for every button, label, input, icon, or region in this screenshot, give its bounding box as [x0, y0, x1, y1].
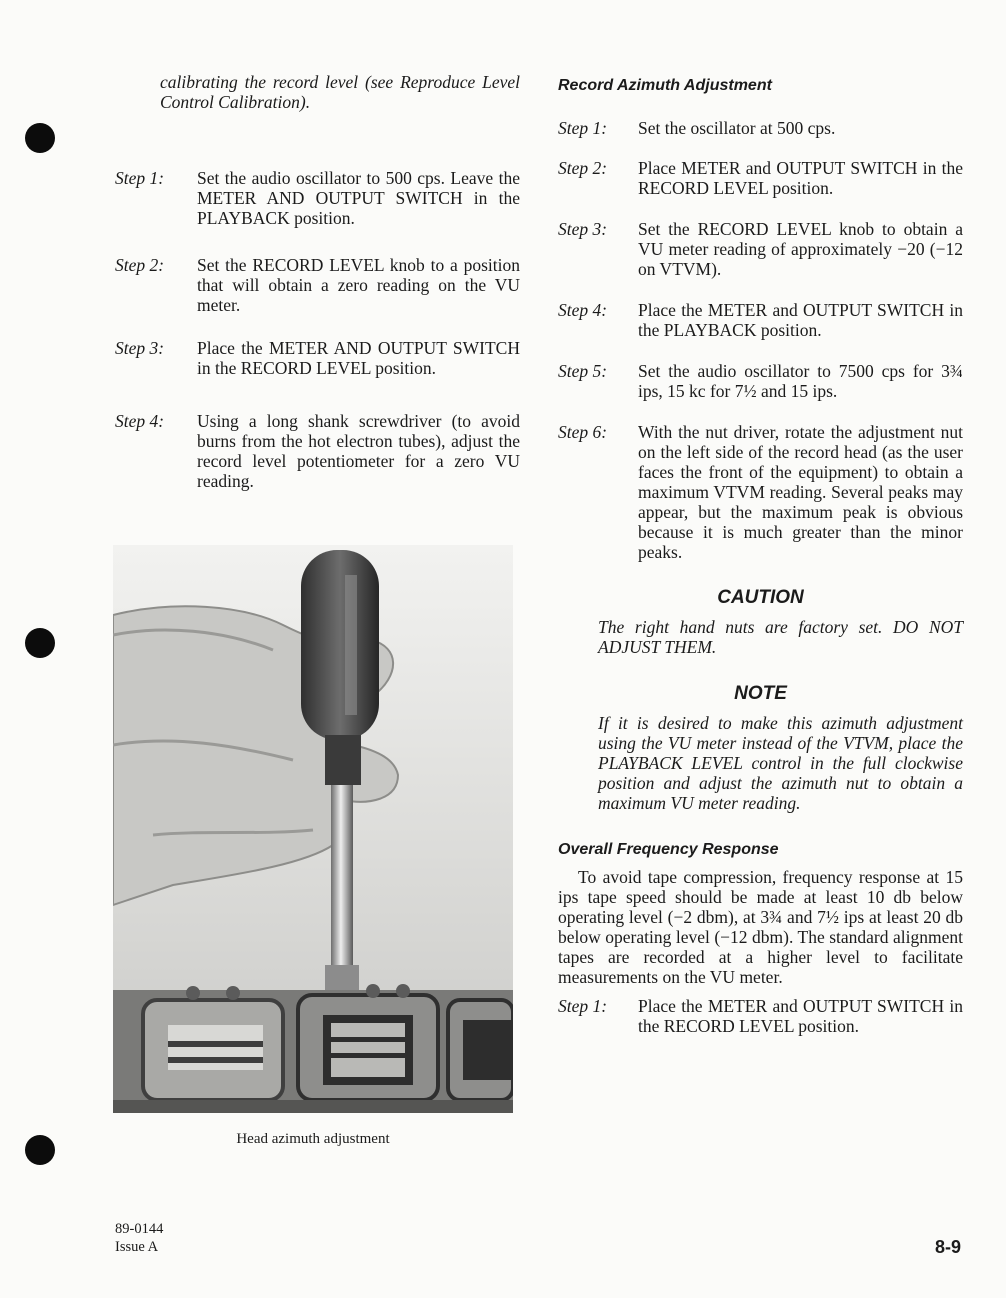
record-azimuth-heading: Record Azimuth Adjustment — [558, 77, 772, 94]
step-text: Using a long shank screwdriver (to avoid burns from the hot electron tubes), adjust the record level potentiometer for a zero VU reading. — [197, 411, 520, 491]
figure-caption: Head azimuth adjustment — [236, 1131, 390, 1147]
left-column — [115, 72, 520, 491]
frequency-step-1 — [558, 996, 963, 1036]
left-step-2 — [115, 255, 520, 315]
step-label: Step 1: — [558, 996, 608, 1016]
step-text: Place METER and OUTPUT SWITCH in the RECORD LEVEL position. — [638, 158, 963, 198]
doc-number: 89-0144 — [115, 1221, 164, 1237]
footer-doc-info — [115, 1220, 163, 1256]
left-step-3 — [115, 338, 520, 378]
step-text: Place the METER and OUTPUT SWITCH in the PLAYBACK position. — [638, 300, 963, 340]
step-text: Set the audio oscillator to 7500 cps for 3¾ ips, 15 kc for 7½ and 15 ips. — [638, 361, 963, 401]
binder-hole-middle — [25, 628, 55, 658]
binder-hole-bottom — [25, 1135, 55, 1165]
issue-label: Issue A — [115, 1239, 159, 1255]
left-step-4 — [115, 411, 520, 491]
step-label: Step 6: — [558, 422, 608, 442]
right-step-3 — [558, 219, 963, 279]
note-heading: NOTE — [734, 683, 787, 704]
frequency-response-paragraph: To avoid tape compression, frequency response at 15 ips tape speed should be made at least 10 db below operating level (−2 dbm), at 3¾ and 7½ ips at least 20 db below operating level (−12 dbm). The standard alignment tapes are recorded at a higher level to facilitate measurements on the VU meter. — [558, 867, 963, 987]
step-label: Step 4: — [115, 411, 165, 431]
step-label: Step 1: — [558, 118, 608, 138]
step-text: With the nut driver, rotate the adjustment nut on the left side of the record head (as the user faces the front of the equipment) to obtain a maximum VTVM reading. Several peaks may appear, but the maximum peak is obvious because it is much greater than the minor peaks. — [638, 422, 963, 562]
step-text: Set the RECORD LEVEL knob to a position that will obtain a zero reading on the VU meter. — [197, 255, 520, 315]
frequency-response-heading: Overall Frequency Response — [558, 841, 779, 858]
caution-heading: CAUTION — [717, 587, 804, 608]
right-column — [558, 72, 963, 1036]
caution-text: The right hand nuts are factory set. DO NOT ADJUST THEM. — [598, 617, 963, 657]
step-text: Place the METER and OUTPUT SWITCH in the RECORD LEVEL position. — [638, 996, 963, 1036]
head-azimuth-photo — [113, 545, 513, 1113]
intro-paragraph: calibrating the record level (see Reproduce Level Control Calibration). — [160, 72, 520, 112]
note-text: If it is desired to make this azimuth adjustment using the VU meter instead of the VTVM, place the PLAYBACK LEVEL control in the full clockwise position and adjust the azimuth nut to obtain a maximum VU meter reading. — [598, 713, 963, 813]
right-step-5 — [558, 361, 963, 401]
right-step-2 — [558, 158, 963, 198]
step-text: Set the oscillator at 500 cps. — [638, 118, 836, 138]
right-step-6 — [558, 422, 963, 562]
page-number: 8-9 — [934, 1237, 961, 1257]
right-step-1 — [558, 118, 963, 138]
step-label: Step 4: — [558, 300, 608, 320]
photo-illustration — [113, 545, 513, 1113]
right-step-4 — [558, 300, 963, 340]
left-step-1 — [115, 168, 520, 228]
step-text: Set the audio oscillator to 500 cps. Leave the METER AND OUTPUT SWITCH in the PLAYBACK position. — [197, 168, 520, 228]
step-text: Set the RECORD LEVEL knob to obtain a VU meter reading of approximately −20 (−12 on VTVM). — [638, 219, 963, 279]
step-label: Step 1: — [115, 168, 165, 188]
step-label: Step 5: — [558, 361, 608, 381]
step-label: Step 3: — [115, 338, 165, 358]
step-label: Step 2: — [558, 158, 608, 178]
step-text: Place the METER AND OUTPUT SWITCH in the RECORD LEVEL position. — [197, 338, 520, 378]
step-label: Step 3: — [558, 219, 608, 239]
step-label: Step 2: — [115, 255, 165, 275]
binder-hole-top — [25, 123, 55, 153]
